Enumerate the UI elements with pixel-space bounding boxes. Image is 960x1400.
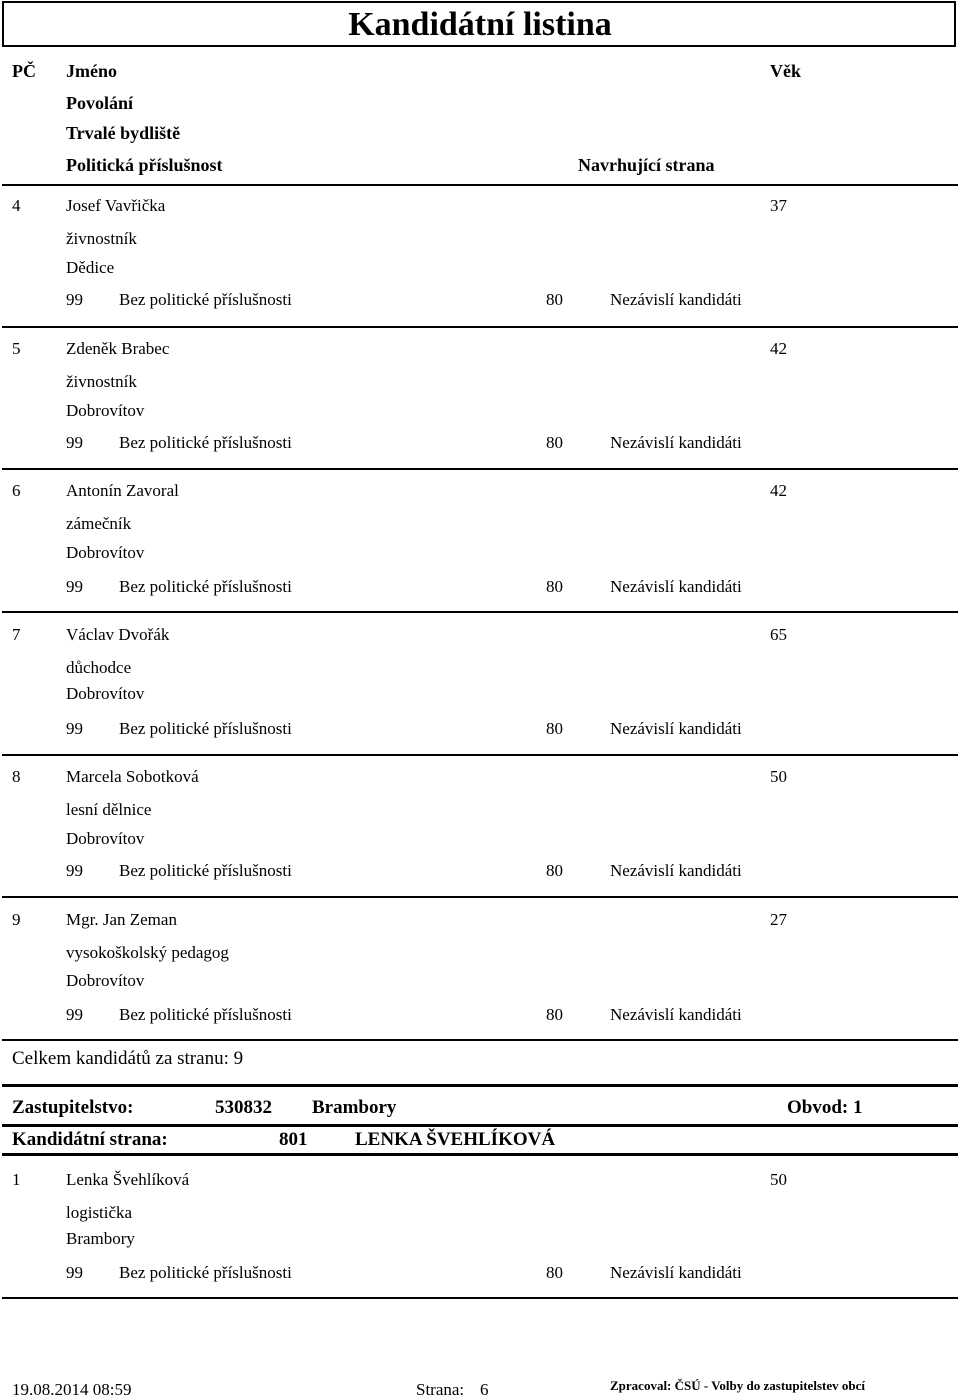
candidate-residence: Dobrovítov (66, 543, 145, 562)
nominating-party: Nezávislí kandidáti (610, 719, 742, 738)
political-code: 99 (66, 433, 83, 452)
candidate-number: 5 (12, 339, 21, 358)
candidate-occupation: živnostník (66, 229, 137, 248)
candidate-row (0, 910, 960, 1050)
party-code: 80 (546, 1263, 563, 1282)
political-code: 99 (66, 290, 83, 309)
candidate-residence: Dobrovítov (66, 684, 145, 703)
candidate-number: 9 (12, 910, 21, 929)
strana-label: Kandidátní strana: (12, 1129, 168, 1150)
zastupitelstvo-code: 530832 (215, 1097, 272, 1118)
nominating-party: Nezávislí kandidáti (610, 1005, 742, 1024)
section-divider (2, 1124, 958, 1127)
section-divider (2, 1084, 958, 1087)
candidate-row (0, 625, 960, 765)
header-pc: PČ (12, 61, 36, 81)
candidate-number: 4 (12, 196, 21, 215)
footer-page-label: Strana: (416, 1380, 465, 1399)
candidate-occupation: živnostník (66, 372, 137, 391)
political-affiliation: Bez politické příslušnosti (119, 1005, 292, 1024)
section-divider (2, 1153, 958, 1156)
party-code: 80 (546, 577, 563, 596)
header-prislusnost: Politická příslušnost (66, 155, 223, 175)
candidate-residence: Brambory (66, 1229, 135, 1248)
strana-code: 801 (279, 1129, 308, 1150)
candidate-age: 42 (770, 339, 787, 358)
candidate-name: Marcela Sobotková (66, 767, 199, 786)
candidate-number: 7 (12, 625, 21, 644)
political-affiliation: Bez politické příslušnosti (119, 577, 292, 596)
obvod: Obvod: 1 (787, 1097, 863, 1118)
candidate-residence: Dobrovítov (66, 401, 145, 420)
candidate-residence: Dobrovítov (66, 829, 145, 848)
candidate-row (0, 767, 960, 907)
nominating-party: Nezávislí kandidáti (610, 290, 742, 309)
political-affiliation: Bez politické příslušnosti (119, 861, 292, 880)
candidate-age: 50 (770, 1170, 787, 1189)
political-code: 99 (66, 861, 83, 880)
header-povolani: Povolání (66, 93, 134, 113)
candidate-row (0, 481, 960, 621)
political-code: 99 (66, 577, 83, 596)
candidate-occupation: lesní dělnice (66, 800, 152, 819)
nominating-party: Nezávislí kandidáti (610, 861, 742, 880)
candidate-number: 6 (12, 481, 21, 500)
candidate-number: 1 (12, 1170, 21, 1189)
candidate-name: Josef Vavřička (66, 196, 166, 215)
candidate-name: Zdeněk Brabec (66, 339, 170, 358)
candidate-age: 37 (770, 196, 787, 215)
candidate-count-summary: Celkem kandidátů za stranu: 9 (12, 1048, 244, 1069)
footer-page-number: 6 (480, 1380, 489, 1399)
row-divider (2, 468, 958, 470)
candidate-row (0, 339, 960, 479)
candidate-occupation: důchodce (66, 658, 132, 677)
row-divider (2, 611, 958, 613)
candidate-occupation: logistička (66, 1203, 133, 1222)
candidate-row (0, 196, 960, 336)
political-affiliation: Bez politické příslušnosti (119, 290, 292, 309)
footer-date: 19.08.2014 08:59 (12, 1380, 132, 1399)
party-code: 80 (546, 719, 563, 738)
candidate-residence: Dědice (66, 258, 115, 277)
candidate-name: Lenka Švehlíková (66, 1170, 190, 1189)
row-divider (2, 1297, 958, 1299)
header-vek: Věk (770, 61, 801, 81)
party-code: 80 (546, 290, 563, 309)
nominating-party: Nezávislí kandidáti (610, 577, 742, 596)
header-navrhujici: Navrhující strana (578, 155, 715, 175)
candidate-name: Antonín Zavoral (66, 481, 179, 500)
candidate-name: Václav Dvořák (66, 625, 170, 644)
political-affiliation: Bez politické příslušnosti (119, 719, 292, 738)
candidate-age: 50 (770, 767, 787, 786)
row-divider (2, 896, 958, 898)
political-affiliation: Bez politické příslušnosti (119, 1263, 292, 1282)
strana-name: LENKA ŠVEHLÍKOVÁ (355, 1129, 556, 1150)
header-divider (2, 184, 958, 186)
zastupitelstvo-label: Zastupitelstvo: (12, 1097, 134, 1118)
row-divider (2, 1039, 958, 1041)
party-code: 80 (546, 1005, 563, 1024)
political-code: 99 (66, 719, 83, 738)
political-code: 99 (66, 1005, 83, 1024)
political-code: 99 (66, 1263, 83, 1282)
footer-processed-by: Zpracoval: ČSÚ - Volby do zastupitelstev obcí (610, 1378, 865, 1393)
candidate-name: Mgr. Jan Zeman (66, 910, 177, 929)
candidate-age: 27 (770, 910, 787, 929)
candidate-row (0, 1170, 960, 1310)
nominating-party: Nezávislí kandidáti (610, 433, 742, 452)
political-affiliation: Bez politické příslušnosti (119, 433, 292, 452)
header-bydliste: Trvalé bydliště (66, 123, 181, 143)
candidate-number: 8 (12, 767, 21, 786)
page-title: Kandidátní listina (348, 6, 612, 43)
zastupitelstvo-name: Brambory (312, 1097, 397, 1118)
candidate-age: 65 (770, 625, 787, 644)
row-divider (2, 326, 958, 328)
party-code: 80 (546, 861, 563, 880)
candidate-age: 42 (770, 481, 787, 500)
nominating-party: Nezávislí kandidáti (610, 1263, 742, 1282)
candidate-occupation: zámečník (66, 514, 132, 533)
header-jmeno: Jméno (66, 61, 117, 81)
candidate-occupation: vysokoškolský pedagog (66, 943, 229, 962)
candidate-residence: Dobrovítov (66, 971, 145, 990)
row-divider (2, 754, 958, 756)
party-code: 80 (546, 433, 563, 452)
